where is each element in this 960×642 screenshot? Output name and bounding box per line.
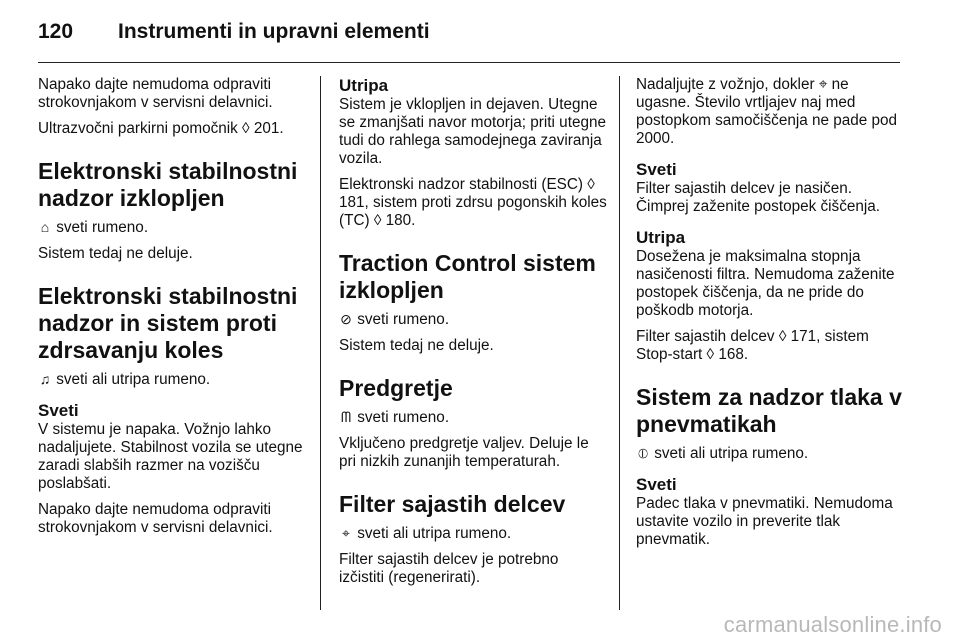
paragraph: Filter sajastih delcev ◊ 171, sistem Stop-start ◊ 168.	[636, 328, 869, 363]
header-rule	[38, 62, 900, 63]
paragraph	[38, 370, 306, 389]
paragraph-text: sveti ali utripa rumeno.	[654, 445, 809, 462]
glow-plug-icon: ᗰ	[340, 409, 352, 425]
sub-heading: Utripa	[636, 228, 686, 247]
paragraph	[38, 218, 306, 237]
section-heading: Traction Control sistem izklopljen	[339, 250, 596, 303]
section-heading: Sistem za nadzor tlaka v pnevmatikah	[636, 384, 902, 437]
paragraph	[339, 310, 607, 329]
paragraph	[339, 524, 607, 543]
particle-filter-icon: ⌖	[342, 525, 350, 541]
section-heading: Elektronski stabilnostni nadzor izklopljen	[38, 158, 298, 211]
paragraph: Padec tlaka v pnevmatiki. Nemudoma ustavite vozilo in preverite tlak pnevmatik.	[636, 495, 893, 548]
section-heading: Filter sajastih delcev	[339, 491, 566, 517]
page-number: 120	[38, 20, 74, 43]
paragraph	[636, 444, 904, 463]
sub-heading: Utripa	[339, 76, 389, 95]
paragraph: Sistem tedaj ne deluje.	[339, 337, 494, 354]
paragraph: Napako dajte nemudoma odpraviti strokovnjakom v servisni delavnici.	[38, 76, 273, 111]
paragraph: Napako dajte nemudoma odpraviti strokovnjakom v servisni delavnici.	[38, 501, 273, 536]
traction-control-off-icon: ⊘	[340, 311, 352, 327]
paragraph-text: sveti rumeno.	[357, 311, 450, 328]
paragraph: Sistem tedaj ne deluje.	[38, 245, 193, 262]
paragraph: Nadaljujte z vožnjo, dokler ⌖ ne ugasne. Število vrtljajev naj med postopkom samočiščenja ne pade pod 2000.	[636, 76, 898, 147]
paragraph-text: sveti rumeno.	[56, 219, 149, 236]
section-heading: Elektronski stabilnostni nadzor in sistem proti zdrsavanju koles	[38, 283, 298, 363]
paragraph-text: sveti ali utripa rumeno.	[56, 371, 211, 388]
paragraph: Vključeno predgretje valjev. Deluje le pri nizkih zunanjih temperaturah.	[339, 435, 589, 470]
sub-heading: Sveti	[636, 475, 677, 494]
column-divider	[619, 76, 620, 610]
paragraph: Elektronski nadzor stabilnosti (ESC) ◊ 181, sistem proti zdrsu pogonskih koles (TC) ◊ 180.	[339, 176, 607, 229]
section-heading: Predgretje	[339, 375, 453, 401]
column-divider	[320, 76, 321, 610]
sub-heading: Sveti	[636, 160, 677, 179]
paragraph: Dosežena je maksimalna stopnja nasičenosti filtra. Nemudoma zaženite postopek čiščenja, da ne pride do poškodb motorja.	[636, 248, 895, 319]
tire-pressure-icon: ⦶	[637, 445, 649, 461]
sub-heading: Sveti	[38, 401, 79, 420]
esc-tc-icon: ♫	[39, 371, 51, 387]
paragraph-text: sveti ali utripa rumeno.	[357, 525, 512, 542]
column-3	[636, 76, 904, 557]
paragraph	[339, 408, 607, 427]
paragraph: Sistem je vklopljen in dejaven. Utegne se zmanjšati navor motorja; priti utegne tudi do rahlega samodejnega zaviranja vozila.	[339, 96, 606, 167]
paragraph-text: sveti rumeno.	[357, 409, 450, 426]
paragraph: Ultrazvočni parkirni pomočnik ◊ 201.	[38, 120, 284, 137]
paragraph: Filter sajastih delcev je potrebno izčistiti (regenerirati).	[339, 551, 559, 586]
paragraph: Filter sajastih delcev je nasičen. Čimprej zaženite postopek čiščenja.	[636, 180, 881, 215]
column-1	[38, 76, 306, 545]
watermark: carmanualsonline.info	[723, 612, 942, 637]
esc-off-icon: ⌂	[40, 219, 50, 235]
page-title: Instrumenti in upravni elementi	[118, 20, 430, 43]
paragraph: V sistemu je napaka. Vožnjo lahko nadaljujete. Stabilnost vozila se utegne zaradi slabših razmer na vozišču poslabšati.	[38, 421, 303, 492]
column-2	[339, 76, 607, 595]
